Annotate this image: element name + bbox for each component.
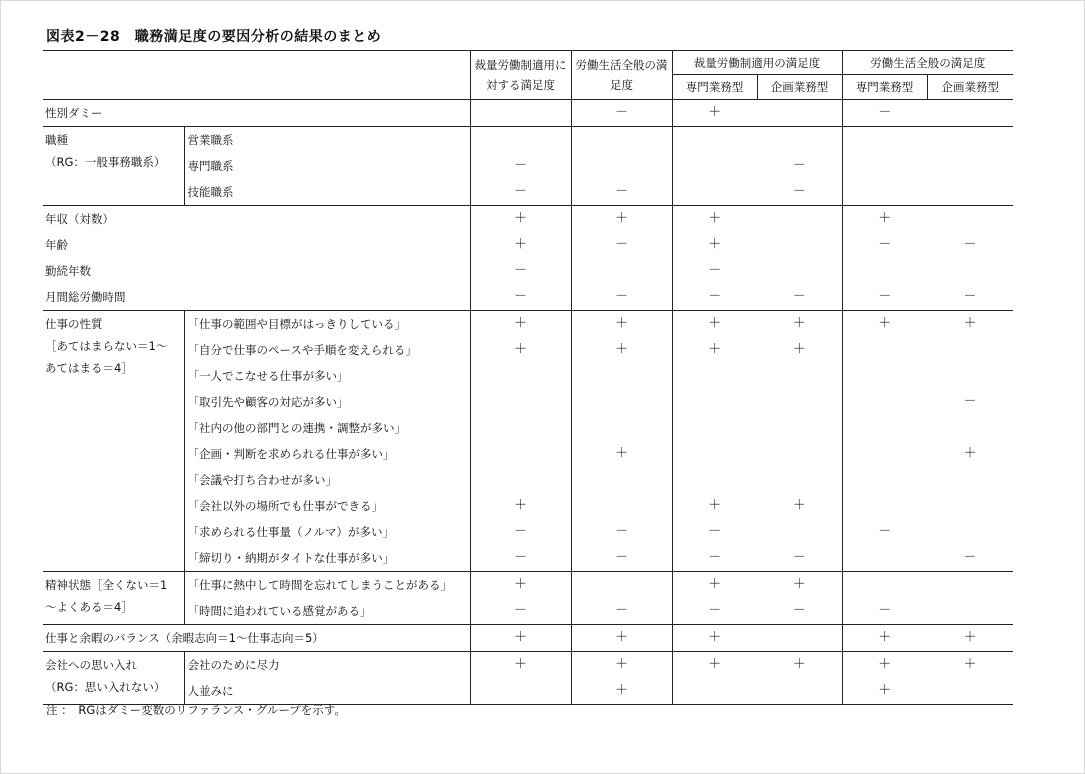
row-label: 年齢 — [45, 238, 68, 252]
result-cell — [571, 127, 672, 154]
result-cell: － — [470, 153, 571, 179]
result-cell — [757, 625, 842, 652]
result-cell: ＋ — [470, 652, 571, 679]
result-cell: － — [842, 598, 927, 625]
result-cell: ＋ — [842, 652, 927, 679]
table-row — [43, 652, 1013, 679]
header-sub3a: 専門業務型 — [672, 75, 757, 100]
result-cell — [672, 389, 757, 415]
row-sublabel: 「会社以外の場所でも仕事ができる」 — [184, 493, 470, 519]
result-cell — [672, 441, 757, 467]
result-cell: ＋ — [672, 311, 757, 338]
group-label — [43, 572, 184, 625]
row-sublabel: 「社内の他の部門との連携・調整が多い」 — [184, 415, 470, 441]
result-cell — [757, 678, 842, 705]
header-sub4a: 専門業務型 — [842, 75, 927, 100]
result-cell — [672, 127, 757, 154]
row-sublabel: 「自分で仕事のペースや手順を変えられる」 — [184, 337, 470, 363]
result-cell — [927, 153, 1013, 179]
result-cell — [927, 572, 1013, 599]
result-cell — [571, 153, 672, 179]
result-cell: ＋ — [963, 316, 977, 331]
row-sublabel: 専門職系 — [184, 153, 470, 179]
result-cell — [470, 389, 571, 415]
header-col2: 労働生活全般の満足度 — [571, 51, 672, 100]
result-cell — [927, 467, 1013, 493]
result-cell: ＋ — [571, 311, 672, 338]
result-cell — [672, 415, 757, 441]
table-row — [43, 389, 1013, 415]
group-label-line: 仕事の性質 — [45, 317, 103, 331]
result-cell: － — [672, 519, 757, 545]
result-cell — [757, 258, 842, 284]
result-cell — [842, 363, 927, 389]
result-cell — [571, 572, 672, 599]
table-row — [43, 153, 1013, 179]
result-cell — [470, 467, 571, 493]
result-cell — [927, 519, 1013, 545]
group-label-line: 精神状態［全くない＝1 — [45, 578, 168, 592]
result-cell — [842, 572, 927, 599]
result-cell: － — [757, 179, 842, 206]
row-sublabel: 「求められる仕事量（ノルマ）が多い」 — [184, 519, 470, 545]
result-cell: ＋ — [571, 441, 672, 467]
result-cell: ＋ — [927, 625, 1013, 652]
row-sublabel: 技能職系 — [184, 179, 470, 206]
group-label — [43, 100, 470, 127]
result-cell — [672, 678, 757, 705]
result-cell: － — [470, 598, 571, 625]
result-cell — [927, 100, 1013, 127]
row-sublabel: 営業職系 — [184, 127, 470, 154]
table-row — [43, 625, 1013, 652]
result-cell: ＋ — [571, 625, 672, 652]
result-cell — [842, 153, 927, 179]
result-cell — [571, 467, 672, 493]
table-row — [43, 206, 1013, 233]
result-cell: － — [672, 598, 757, 625]
result-cell — [672, 363, 757, 389]
result-cell: ＋ — [842, 311, 927, 338]
result-cell: ＋ — [470, 311, 571, 338]
table-row — [43, 127, 1013, 154]
footnote: 注 ： RGはダミー変数のリファランス・グループを示す。 — [46, 703, 346, 717]
result-cell — [757, 389, 842, 415]
result-cell — [842, 545, 927, 572]
table-row — [43, 519, 1013, 545]
result-cell — [927, 206, 1013, 233]
result-cell — [927, 678, 1013, 705]
result-cell: ＋ — [963, 657, 977, 672]
header-sub3b: 企画業務型 — [757, 75, 842, 100]
table-row — [43, 572, 1013, 599]
result-cell: ＋ — [842, 625, 927, 652]
result-cell: ＋ — [672, 100, 757, 127]
result-cell: － — [757, 598, 842, 625]
row-sublabel: 「企画・判断を求められる仕事が多い」 — [184, 441, 470, 467]
header-group4: 労働生活全般の満足度 — [842, 51, 1013, 75]
result-cell: － — [571, 179, 672, 206]
result-cell: － — [571, 519, 672, 545]
row-sublabel: 人並みに — [184, 678, 470, 705]
group-label — [43, 311, 184, 572]
result-cell — [842, 127, 927, 154]
result-cell: ＋ — [470, 625, 571, 652]
results-table — [43, 50, 1013, 705]
result-cell — [757, 519, 842, 545]
result-cell: ＋ — [470, 493, 571, 519]
result-cell: ＋ — [571, 337, 672, 363]
result-cell: ＋ — [842, 206, 927, 233]
result-cell: － — [571, 598, 672, 625]
group-label-line: ［あてはまらない＝1～ — [45, 339, 168, 353]
result-cell: ＋ — [792, 657, 806, 672]
result-cell: － — [757, 284, 842, 311]
table-row — [43, 415, 1013, 441]
result-cell: － — [470, 545, 571, 572]
result-cell: － — [927, 284, 1013, 311]
result-cell — [757, 206, 842, 233]
header-sub4b: 企画業務型 — [927, 75, 1013, 100]
result-cell: ＋ — [470, 337, 571, 363]
result-cell: ＋ — [571, 678, 672, 705]
group-label-line: 性別ダミー — [45, 106, 103, 120]
result-cell — [672, 153, 757, 179]
result-cell: － — [470, 179, 571, 206]
result-cell — [842, 258, 927, 284]
result-cell — [470, 363, 571, 389]
table-row — [43, 363, 1013, 389]
result-cell — [842, 441, 927, 467]
result-cell — [757, 127, 842, 154]
result-cell — [757, 100, 842, 127]
result-cell: － — [470, 519, 571, 545]
result-cell — [927, 337, 1013, 363]
table-row — [43, 493, 1013, 519]
result-cell: － — [927, 545, 1013, 572]
row-sublabel: 「仕事の範囲や目標がはっきりしている」 — [184, 311, 470, 338]
header-col1: 裁量労働制適用に対する満足度 — [470, 51, 571, 100]
result-cell — [571, 389, 672, 415]
result-cell — [470, 678, 571, 705]
row-label: 月間総労働時間 — [43, 284, 470, 311]
result-cell: － — [842, 100, 927, 127]
result-cell — [927, 363, 1013, 389]
result-cell: － — [470, 258, 571, 284]
result-cell: － — [470, 284, 571, 311]
result-cell: ＋ — [672, 572, 757, 599]
row-sublabel: 「仕事に熱中して時間を忘れてしまうことがある」 — [184, 572, 470, 599]
result-cell — [842, 179, 927, 206]
row-sublabel: 「会議や打ち合わせが多い」 — [184, 467, 470, 493]
corner-cell — [43, 51, 470, 100]
result-cell — [927, 127, 1013, 154]
result-cell: ＋ — [792, 316, 806, 331]
result-cell — [842, 337, 927, 363]
result-cell — [470, 127, 571, 154]
result-cell — [571, 415, 672, 441]
result-cell — [927, 179, 1013, 206]
result-cell: ＋ — [842, 678, 927, 705]
result-cell: － — [672, 545, 757, 572]
result-cell — [470, 415, 571, 441]
group-label-line: （RG：一般事務職系） — [45, 155, 166, 169]
table-row — [43, 337, 1013, 363]
result-cell: ＋ — [792, 498, 806, 513]
row-sublabel: 「時間に追われている感覚がある」 — [184, 598, 470, 625]
result-cell — [842, 389, 927, 415]
table-row — [43, 598, 1013, 625]
result-cell — [927, 493, 1013, 519]
group-label — [43, 652, 184, 705]
table-body — [43, 100, 1013, 705]
table-row — [43, 311, 1013, 338]
result-cell — [927, 258, 1013, 284]
result-cell: － — [672, 258, 757, 284]
result-cell — [470, 441, 571, 467]
table-row — [43, 258, 1013, 284]
result-cell: － — [792, 158, 806, 173]
result-cell: － — [757, 545, 842, 572]
result-cell — [757, 363, 842, 389]
group-label-line: ～よくある＝4］ — [45, 600, 133, 614]
group-label-line: 会社への思い入れ — [45, 658, 137, 672]
group-label-line: あてはまる＝4］ — [45, 361, 133, 375]
group-label-line: 職種 — [45, 133, 68, 147]
result-cell: ＋ — [571, 652, 672, 679]
result-cell — [571, 363, 672, 389]
result-cell: ＋ — [672, 625, 757, 652]
result-cell: ＋ — [470, 206, 571, 233]
result-cell — [757, 467, 842, 493]
table-row — [43, 100, 1013, 127]
page-title: 図表2－28 職務満足度の要因分析の結果のまとめ — [46, 29, 382, 45]
result-cell: － — [842, 284, 927, 311]
result-cell: － — [571, 545, 672, 572]
row-sublabel: 「一人でこなせる仕事が多い」 — [184, 363, 470, 389]
header-group3: 裁量労働制適用の満足度 — [672, 51, 842, 75]
result-cell — [842, 493, 927, 519]
result-cell: ＋ — [672, 652, 757, 679]
result-cell — [927, 598, 1013, 625]
result-cell: － — [571, 284, 672, 311]
result-cell — [842, 415, 927, 441]
result-cell — [842, 467, 927, 493]
table-row — [43, 284, 1013, 311]
result-cell — [571, 258, 672, 284]
result-cell: ＋ — [792, 577, 806, 592]
result-cell: ＋ — [963, 446, 977, 461]
result-cell: ＋ — [672, 337, 757, 363]
result-cell: ＋ — [792, 342, 806, 357]
row-sublabel: 会社のために尽力 — [184, 652, 470, 679]
result-cell: ＋ — [470, 572, 571, 599]
result-cell — [571, 493, 672, 519]
result-cell: － — [963, 237, 977, 252]
group-label-line: （RG：思い入れない） — [45, 680, 166, 694]
result-cell: ＋ — [672, 232, 757, 258]
result-cell: ＋ — [672, 493, 757, 519]
result-cell — [757, 232, 842, 258]
table-row — [43, 545, 1013, 572]
row-label: 仕事と余暇のバランス（余暇志向＝1～仕事志向＝5） — [43, 625, 470, 652]
row-label: 勤続年数 — [45, 264, 91, 278]
row-sublabel: 「取引先や顧客の対応が多い」 — [184, 389, 470, 415]
result-cell: － — [963, 394, 977, 409]
result-cell: － — [571, 100, 672, 127]
result-cell — [470, 100, 571, 127]
result-cell — [672, 179, 757, 206]
row-label: 年収（対数） — [45, 212, 114, 226]
result-cell: － — [571, 232, 672, 258]
table-row — [43, 467, 1013, 493]
result-cell: － — [672, 284, 757, 311]
result-cell: － — [842, 232, 927, 258]
table-row — [43, 678, 1013, 705]
result-cell: ＋ — [571, 206, 672, 233]
result-cell — [757, 415, 842, 441]
result-cell — [927, 415, 1013, 441]
table-row — [43, 441, 1013, 467]
table-row — [43, 232, 1013, 258]
result-cell — [672, 467, 757, 493]
table-row — [43, 179, 1013, 206]
result-cell — [757, 441, 842, 467]
result-cell: ＋ — [672, 206, 757, 233]
result-cell: － — [842, 519, 927, 545]
result-cell: ＋ — [470, 232, 571, 258]
row-sublabel: 「締切り・納期がタイトな仕事が多い」 — [184, 545, 470, 572]
group-label — [43, 127, 184, 206]
